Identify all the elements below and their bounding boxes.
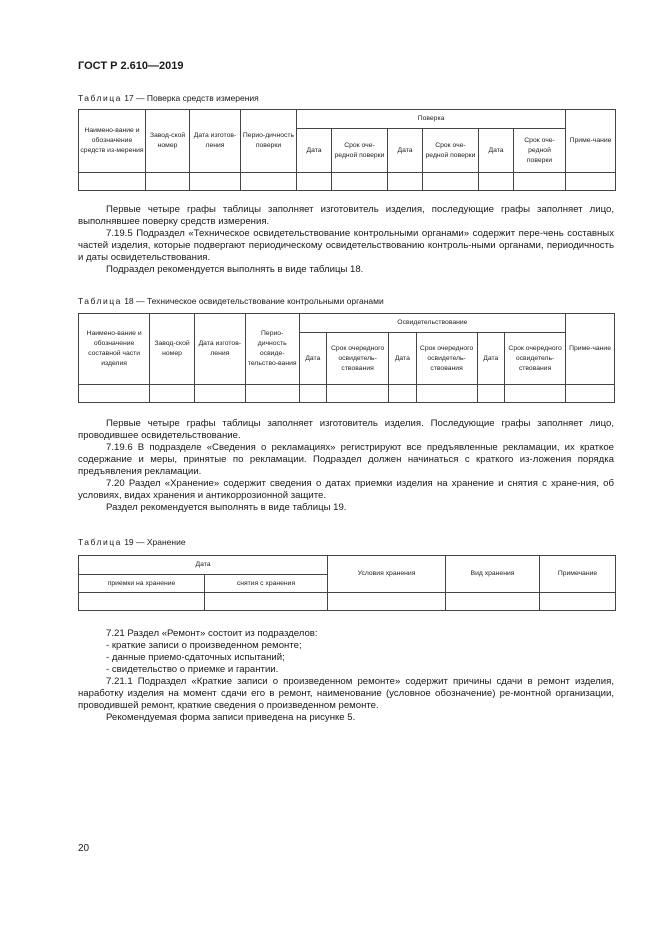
paragraph: 7.19.5 Подраздел «Техническое освидетельствование контрольными органами» содержит пере-чень составных частей изделия, которые подвергают периодическому освидетельствованию контроль-ными органами, периодичность и даты освидетельствования. bbox=[78, 228, 614, 263]
t18-head-date: Дата bbox=[299, 333, 326, 385]
t18-head-date: Дата bbox=[389, 333, 416, 385]
table-cell bbox=[79, 385, 150, 403]
t18-head-period: Перио-дичность освиде-тельство-вания bbox=[245, 314, 299, 385]
table-cell bbox=[389, 385, 416, 403]
document-code: ГОСТ Р 2.610—2019 bbox=[78, 60, 184, 72]
table-19 bbox=[78, 555, 616, 611]
t17-head-serial: Завод-ской номер bbox=[146, 110, 190, 173]
table-18-caption-title: 18 — Техническое освидетельствование контрольными органами bbox=[121, 296, 384, 306]
text-block-2 bbox=[78, 418, 614, 514]
table-row bbox=[79, 173, 616, 191]
text-block-1 bbox=[78, 204, 614, 276]
t19-head-accept: приемки на хранение bbox=[79, 575, 205, 593]
t17-head-group: Поверка bbox=[297, 110, 566, 129]
t18-head-next: Срок очередного освидетель-ствования bbox=[416, 333, 477, 385]
text-block-3 bbox=[78, 628, 614, 724]
table-cell bbox=[146, 173, 190, 191]
table-cell bbox=[514, 173, 566, 191]
paragraph: Первые четыре графы таблицы заполняет изготовитель изделия. Последующие графы заполняет лицо, проводившее освидетельствование. bbox=[78, 418, 614, 441]
paragraph: 7.21 Раздел «Ремонт» состоит из подразделов: bbox=[106, 628, 318, 639]
t19-head-date: Дата bbox=[79, 556, 328, 575]
list-item: - свидетельство о приемке и гарантии. bbox=[106, 664, 279, 675]
table-cell bbox=[423, 173, 479, 191]
t17-head-next: Срок оче-редной поверки bbox=[423, 129, 479, 173]
t18-head-serial: Завод-ской номер bbox=[150, 314, 195, 385]
table-cell bbox=[566, 173, 616, 191]
table-17 bbox=[78, 109, 616, 191]
paragraph: Рекомендуемая форма записи приведена на рисунке 5. bbox=[106, 712, 356, 723]
table-19-caption bbox=[78, 537, 186, 547]
table-cell bbox=[297, 173, 332, 191]
table-18-caption bbox=[78, 296, 384, 306]
table-cell bbox=[416, 385, 477, 403]
t17-head-next: Срок оче-редной поверки bbox=[332, 129, 388, 173]
table-18-caption-word: Таблица bbox=[78, 296, 122, 306]
table-17-caption-title: 17 — Поверка средств измерения bbox=[121, 93, 259, 103]
table-17-caption-word: Таблица bbox=[78, 93, 122, 103]
t17-head-period: Перио-дичность поверки bbox=[241, 110, 297, 173]
t17-head-date: Дата bbox=[297, 129, 332, 173]
t18-head-note: Приме-чание bbox=[566, 314, 615, 385]
t18-head-date: Дата bbox=[477, 333, 504, 385]
t18-head-next: Срок очередного освидетель-ствования bbox=[327, 333, 389, 385]
table-cell bbox=[299, 385, 326, 403]
t17-head-date: Дата bbox=[479, 129, 514, 173]
t18-head-name: Наимено-вание и обозначение составной части изделия bbox=[79, 314, 150, 385]
page-number: 20 bbox=[78, 843, 90, 854]
table-cell bbox=[327, 385, 389, 403]
t17-head-note: Приме-чание bbox=[566, 110, 616, 173]
table-cell bbox=[245, 385, 299, 403]
paragraph: Первые четыре графы таблицы заполняет изготовитель изделия, последующие графы заполняет лицо, выполнявшее поверку средств измерения. bbox=[78, 204, 614, 227]
table-cell bbox=[328, 593, 446, 611]
table-cell bbox=[479, 173, 514, 191]
table-cell bbox=[477, 385, 504, 403]
table-19-caption-title: 19 — Хранение bbox=[121, 537, 186, 547]
t18-head-group: Освидетельствование bbox=[299, 314, 565, 333]
table-cell bbox=[241, 173, 297, 191]
table-cell bbox=[332, 173, 388, 191]
table-cell bbox=[205, 593, 328, 611]
table-cell bbox=[79, 173, 146, 191]
t17-head-next: Срок оче-редной поверки bbox=[514, 129, 566, 173]
table-cell bbox=[566, 385, 615, 403]
table-row bbox=[79, 593, 616, 611]
t19-head-conditions: Условия хранения bbox=[328, 556, 446, 593]
table-row bbox=[79, 385, 615, 403]
paragraph: 7.21.1 Подраздел «Краткие записи о произведенном ремонте» содержит причины сдачи в ремонт изделия, наработку изделия на момент сдачи его в ремонт, наименование (условное обозначение) ре-монтной организации, проводившей ремонт, краткие сведения о произведенном ремонте. bbox=[78, 676, 614, 711]
list-item: - данные приемо-сдаточных испытаний; bbox=[106, 652, 285, 663]
table-cell bbox=[190, 173, 241, 191]
table-cell bbox=[79, 593, 205, 611]
t17-head-name: Наимено-вание и обозначение средств из-мерения bbox=[79, 110, 146, 173]
table-19-caption-word: Таблица bbox=[78, 537, 122, 547]
paragraph: Подраздел рекомендуется выполнять в виде таблицы 18. bbox=[106, 264, 364, 275]
table-cell bbox=[505, 385, 566, 403]
paragraph: 7.20 Раздел «Хранение» содержит сведения о датах приемки изделия на хранение и снятия с хране-ния, об условиях, видах хранения и антикоррозионной защите. bbox=[78, 478, 614, 501]
table-cell bbox=[194, 385, 245, 403]
table-cell bbox=[388, 173, 423, 191]
t19-head-note: Примечание bbox=[540, 556, 616, 593]
t18-head-next: Срок очередного освидетель-ствования bbox=[505, 333, 566, 385]
table-cell bbox=[446, 593, 540, 611]
t17-head-made: Дата изготов-ления bbox=[190, 110, 241, 173]
table-17-caption bbox=[78, 93, 259, 103]
table-18 bbox=[78, 313, 615, 403]
table-cell bbox=[540, 593, 616, 611]
table-cell bbox=[150, 385, 195, 403]
t17-head-date: Дата bbox=[388, 129, 423, 173]
t18-head-made: Дата изготов-ления bbox=[194, 314, 245, 385]
list-item: - краткие записи о произведенном ремонте; bbox=[106, 640, 302, 651]
paragraph: 7.19.6 В подразделе «Сведения о рекламациях» регистрируют все предъявленные рекламации, их краткое содержание и меры, принятые по рекламации. Подраздел должен начинаться с краткого из-ложения порядка предъявления рекламации. bbox=[78, 442, 614, 477]
t19-head-kind: Вид хранения bbox=[446, 556, 540, 593]
t19-head-remove: снятия с хранения bbox=[205, 575, 328, 593]
paragraph: Раздел рекомендуется выполнять в виде таблицы 19. bbox=[106, 502, 347, 513]
